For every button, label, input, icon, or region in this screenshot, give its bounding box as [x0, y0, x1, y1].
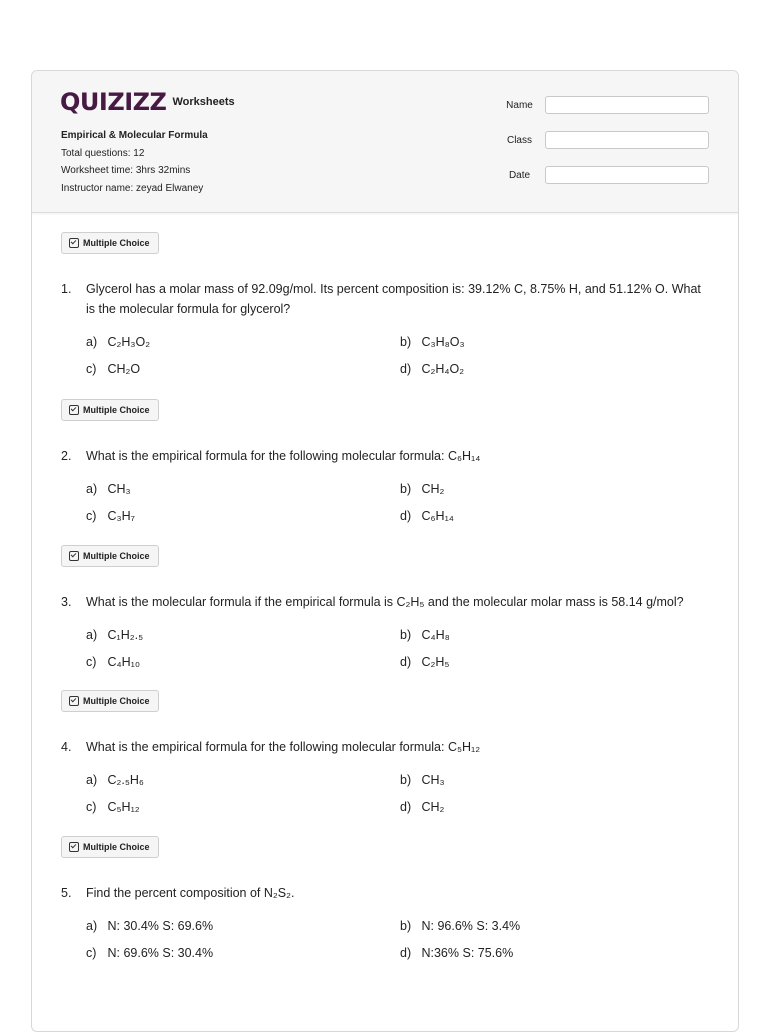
worksheet-page	[31, 70, 739, 1032]
total-questions: Total questions: 12	[61, 147, 145, 159]
badge-label: Multiple Choice	[83, 842, 150, 852]
option-a[interactable]: a) N: 30.4% S: 69.6%	[86, 919, 214, 933]
option-c[interactable]: c) N: 69.6% S: 30.4%	[86, 946, 214, 960]
question-text: What is the empirical formula for the following molecular formula: C₅H₁₂	[86, 740, 481, 754]
checkbox-icon	[69, 238, 79, 248]
badge-label: Multiple Choice	[83, 551, 150, 561]
name-field[interactable]	[545, 96, 709, 114]
question-text: What is the empirical formula for the following molecular formula: C₆H₁₄	[86, 449, 481, 463]
option-a[interactable]: a) C₂H₃O₂	[86, 335, 151, 349]
question-text: Find the percent composition of N₂S₂.	[86, 886, 295, 900]
date-field[interactable]	[545, 166, 709, 184]
option-b[interactable]: b) C₄H₈	[400, 628, 450, 642]
question-text: Glycerol has a molar mass of 92.09g/mol. Its percent composition is: 39.12% C, 8.75% H, and 51.12% O. What is the molecular formula for glycerol?	[86, 282, 701, 316]
worksheet-time: Worksheet time: 3hrs 32mins	[61, 165, 191, 176]
option-d[interactable]: d) C₆H₁₄	[400, 509, 454, 523]
option-b[interactable]: b) CH₃	[400, 773, 445, 787]
option-d[interactable]: d) C₂H₄O₂	[400, 362, 465, 376]
option-c[interactable]: c) C₅H₁₂	[86, 800, 140, 814]
option-b[interactable]: b) C₃H₈O₃	[400, 335, 465, 349]
checkbox-icon	[69, 842, 79, 852]
option-b[interactable]: b) CH₂	[400, 482, 445, 496]
logo-wordmark: QUIZIZZ	[60, 88, 167, 116]
name-label: Name	[506, 99, 533, 111]
quizizz-logo	[60, 89, 235, 115]
multiple-choice-badge	[61, 399, 159, 421]
option-d[interactable]: d) C₂H₅	[400, 655, 450, 669]
question-number: 1.	[61, 282, 72, 296]
worksheet-header	[32, 71, 738, 213]
logo-subtitle: Worksheets	[172, 96, 235, 108]
student-fields	[489, 95, 709, 200]
checkbox-icon	[69, 405, 79, 415]
question-3	[61, 545, 711, 672]
question-text: What is the molecular formula if the empirical formula is C₂H₅ and the molecular molar mass is 58.14 g/mol?	[86, 595, 684, 609]
option-b[interactable]: b) N: 96.6% S: 3.4%	[400, 919, 521, 933]
checkbox-icon	[69, 551, 79, 561]
badge-label: Multiple Choice	[83, 696, 150, 706]
option-c[interactable]: c) CH₂O	[86, 362, 141, 376]
question-5	[61, 836, 711, 963]
option-c[interactable]: c) C₄H₁₀	[86, 655, 141, 669]
option-a[interactable]: a) C₁H₂.₅	[86, 628, 144, 642]
option-c[interactable]: c) C₃H₇	[86, 509, 135, 523]
option-d[interactable]: d) N:36% S: 75.6%	[400, 946, 514, 960]
badge-label: Multiple Choice	[83, 405, 150, 415]
class-field[interactable]	[545, 131, 709, 149]
worksheet-title: Empirical & Molecular Formula	[61, 130, 208, 141]
badge-label: Multiple Choice	[83, 238, 150, 248]
question-number: 5.	[61, 886, 72, 900]
option-a[interactable]: a) C₂.₅H₆	[86, 773, 144, 787]
class-label: Class	[506, 134, 532, 146]
multiple-choice-badge	[61, 232, 159, 254]
checkbox-icon	[69, 696, 79, 706]
option-a[interactable]: a) CH₃	[86, 482, 131, 496]
worksheet-meta	[61, 127, 208, 197]
question-number: 4.	[61, 740, 72, 754]
question-4	[61, 690, 711, 817]
multiple-choice-badge	[61, 690, 159, 712]
question-number: 2.	[61, 449, 72, 463]
option-d[interactable]: d) CH₂	[400, 800, 445, 814]
question-2	[61, 399, 711, 526]
multiple-choice-badge	[61, 836, 159, 858]
question-1	[61, 232, 711, 379]
instructor-name: Instructor name: zeyad Elwaney	[61, 182, 204, 194]
question-number: 3.	[61, 595, 72, 609]
multiple-choice-badge	[61, 545, 159, 567]
date-label: Date	[508, 169, 531, 181]
